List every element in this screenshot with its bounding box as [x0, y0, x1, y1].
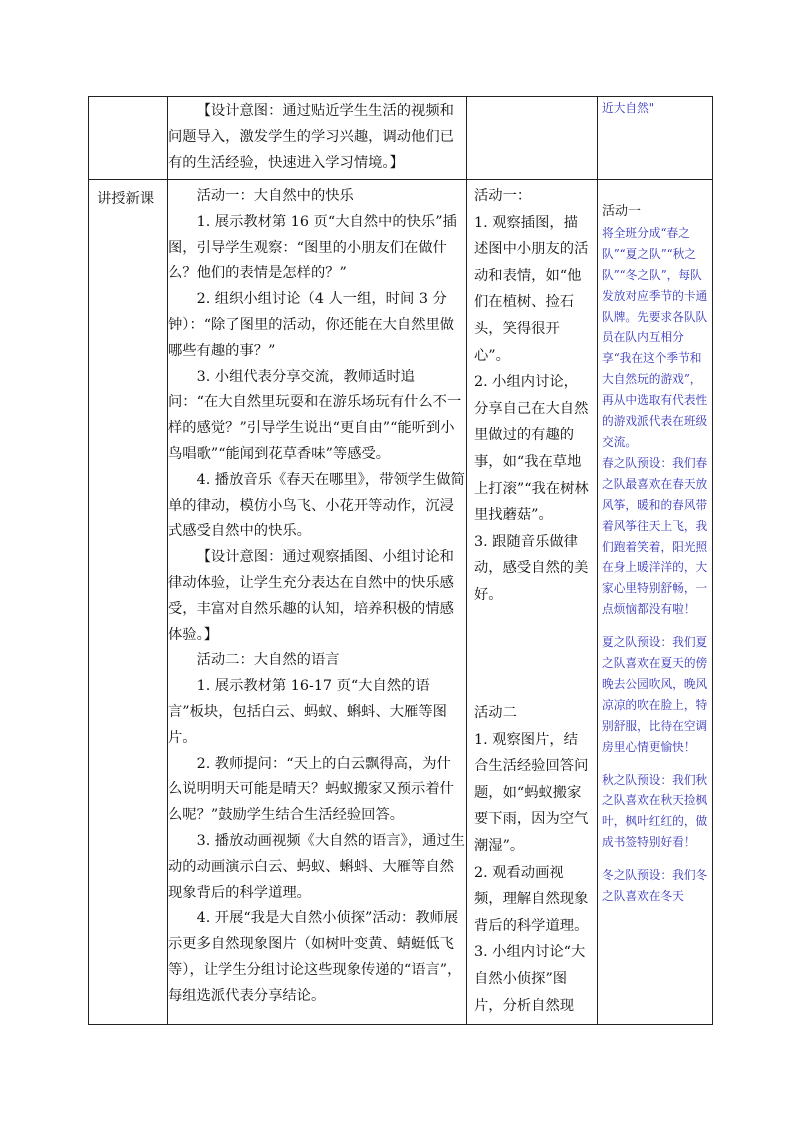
design-intent-text: 【设计意图：通过贴近学生生活的视频和问题导入，激发学生的学习兴趣，调动他们已有的生活经验，快速进入学习情境。】: [168, 103, 454, 171]
activity2-step4: 4. 开展“我是大自然小侦探”活动：教师展示更多自然现象图片（如树叶变黄、蜻蜓低飞等），让学生分组讨论这些现象传递的“语言”，每组选派代表分享结论。: [168, 910, 462, 1004]
activity2-step1: 1. 展示教材第 16-17 页“大自然的语言”板块，包括白云、蚂蚁、蝌蚪、大雁等图片。: [168, 678, 447, 746]
activity2-step3: 3. 播放动画视频《大自然的语言》，通过生动的动画演示白云、蚂蚁、蝌蚪、大雁等自然现象背后的科学道理。: [168, 832, 465, 901]
row-divider: [88, 179, 713, 180]
team-activity-title: 活动一: [602, 204, 642, 219]
student-activity2-step2: 2. 观看动画视频，理解自然现象背后的科学道理。: [474, 864, 589, 934]
table-border-bottom: [88, 1024, 713, 1025]
spacer: [602, 620, 708, 632]
student-activity1-step1: 1. 观察插图，描述图中小朋友的活动和表情，如“他们在植树、捡石头，笑得很开心”。: [474, 214, 589, 364]
row1-col4-cell: [602, 98, 708, 119]
team-activity-cell: [602, 202, 708, 907]
student-activity2-cell: [474, 700, 589, 1019]
summer-team-preset: 夏之队预设：我们夏之队喜欢在夏天的傍晚去公园吹风，晚风凉凉的吹在脸上，特别舒服，比待在空调房里心情更愉快！: [602, 635, 708, 754]
section-label: 讲授新课: [97, 191, 155, 207]
activity1-step2: 2. 组织小组讨论（4 人一组，时间 3 分钟）：“除了图里的活动，你还能在大自然里做哪些有趣的事？”: [168, 291, 455, 359]
spacer: [602, 853, 708, 865]
table-border-left: [88, 96, 89, 1025]
activity1-design-intent: 【设计意图：通过观察插图、小组讨论和律动体验，让学生充分表达在自然中的快乐感受，丰富对自然乐趣的认知，培养积极的情感体验。】: [168, 549, 454, 643]
activity2-step2: 2. 教师提问：“天上的白云飘得高，为什么说明明天可能是晴天？蚂蚁搬家又预示着什么呢？”鼓励学生结合生活经验回答。: [168, 755, 454, 824]
table-border-right: [712, 96, 713, 1025]
student-activity1-step3: 3. 跟随音乐做律动，感受自然的美好。: [474, 533, 589, 603]
autumn-team-preset: 秋之队预设：我们秋之队喜欢在秋天捡枫叶，枫叶红红的，做成书签特别好看！: [602, 772, 708, 850]
col4-continuation-text: 近大自然": [602, 101, 655, 115]
student-activity1-cell: [474, 183, 589, 609]
student-activity1-step2: 2. 小组内讨论，分享自己在大自然里做过的有趣的事，如“我在草地上打滚”“我在树林里找蘑菇”。: [474, 374, 589, 524]
spacer: [602, 758, 708, 770]
activity1-title: 活动一：大自然中的快乐: [196, 188, 354, 204]
activity1-step1: 1. 展示教材第 16 页“大自然中的快乐”插图，引导学生观察：“图里的小朋友们在做什么？他们的表情是怎样的？”: [168, 213, 457, 282]
team-grouping-text: 将全班分成“春之队”“夏之队”“秋之队”“冬之队”，每队发放对应季节的卡通队牌。先要求各队队员在队内互相分享“我在这个季节和大自然玩的游戏”，再从中选取有代表性的游戏派代表在班级交流。: [602, 225, 708, 449]
student-activity2-step3: 3. 小组内讨论“大自然小侦探”图片，分析自然现: [474, 944, 586, 1014]
activity1-step4: 4. 播放音乐《春天在哪里》，带领学生做简单的律动，模仿小鸟飞、小花开等动作，沉浸式感受自然中的快乐。: [168, 471, 465, 540]
lesson-table: [88, 96, 713, 1025]
activity1-step3: 3. 小组代表分享交流，教师适时追问：“在大自然里玩耍和在游乐场玩有什么不一样的感觉？”引导学生说出“更自由”“能听到小鸟唱歌”“能闻到花草香味”等感受。: [168, 368, 462, 462]
column-divider-3: [597, 96, 598, 1025]
winter-team-preset: 冬之队预设：我们冬之队喜欢在冬天: [602, 868, 708, 904]
student-activity1-title: 活动一：: [474, 188, 532, 204]
student-activity2-title: 活动二: [474, 705, 517, 721]
column-divider-2: [466, 96, 467, 1025]
spring-team-preset: 春之队预设：我们春之队最喜欢在春天放风筝，暖和的春风带着风筝往天上飞，我们跑着笑着，阳光照在身上暖洋洋的，大家心里特别舒畅，一点烦恼都没有啦！: [602, 455, 708, 617]
activity2-title: 活动二：大自然的语言: [196, 652, 340, 669]
student-activity2-step1: 1. 观察图片，结合生活经验回答问题，如“蚂蚁搬家要下雨，因为空气潮湿”。: [474, 731, 589, 854]
teacher-activities-cell: [168, 184, 465, 1010]
table-border-top: [88, 96, 713, 97]
row1-teacher-cell: [168, 99, 465, 176]
